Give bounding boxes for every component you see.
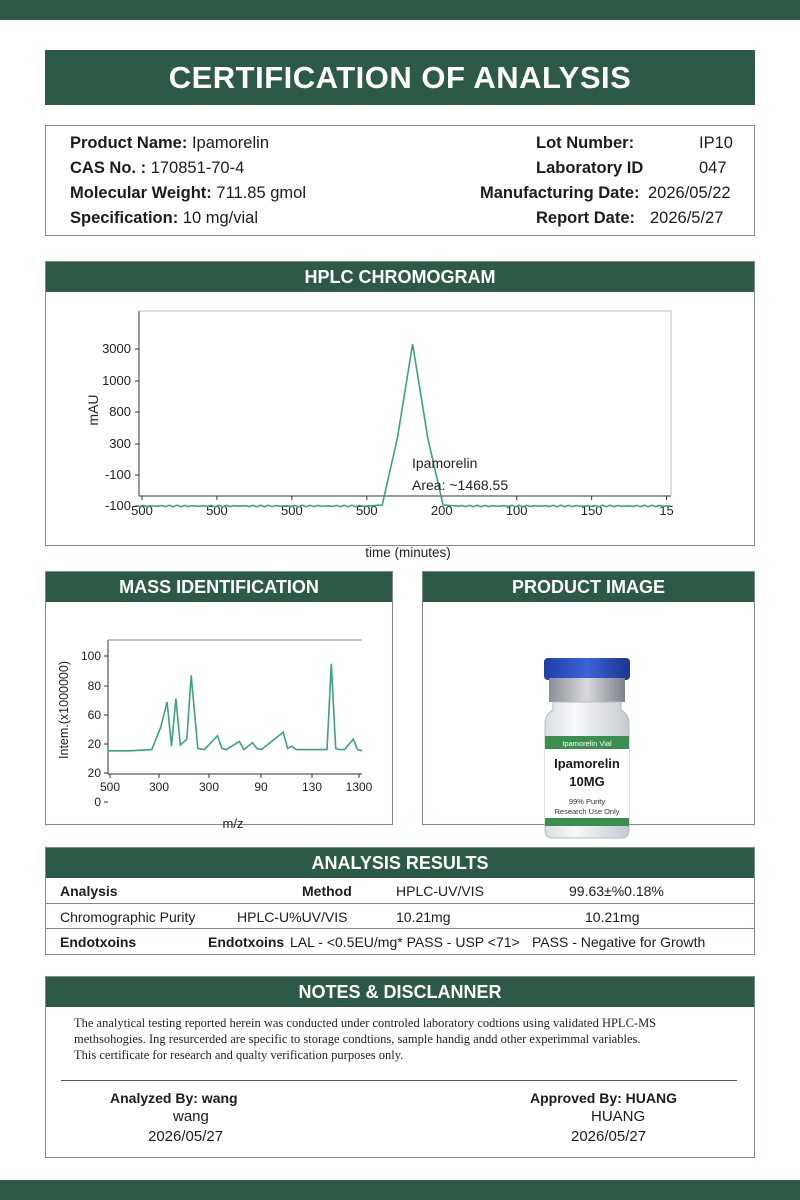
table-cell: Endotxoins — [60, 934, 137, 950]
report-date-label: Report Date: — [536, 209, 636, 227]
product-image-heading: PRODUCT IMAGE — [512, 576, 665, 597]
vial-dose-text: 10MG — [569, 774, 605, 789]
hplc-x-label: time (minutes) — [365, 545, 451, 560]
page-title: CERTIFICATION OF ANALYSIS — [168, 59, 632, 95]
vial-top-label-text: Ipamorelin Vial — [562, 739, 612, 748]
vial-label-bottom-band — [545, 818, 629, 826]
manufacturing-date-label: Manufacturing Date: — [480, 184, 640, 202]
hplc-y-tick-label: 300 — [109, 436, 131, 451]
hplc-heading: HPLC CHROMOGRAM — [304, 266, 496, 287]
analyzed-by-name: wang — [173, 1108, 209, 1125]
table-cell: Endotxoins — [208, 934, 285, 950]
hplc-x-tick-label: 100 — [505, 503, 528, 518]
top-accent-bar — [0, 0, 800, 20]
disclaimer-text — [74, 1015, 734, 1063]
hplc-section-header — [46, 262, 754, 292]
table-cell: HPLC-UV/VIS — [396, 883, 484, 899]
vial-cap — [544, 658, 630, 680]
hplc-x-tick-label: 500 — [355, 503, 378, 518]
specification-row — [70, 209, 258, 228]
vial-crimp — [549, 678, 625, 702]
mass-x-tick-label: 300 — [198, 780, 220, 794]
table-cell: 99.63±%0.18% — [569, 883, 664, 899]
table-row — [46, 928, 754, 953]
bottom-accent-bar — [0, 1180, 800, 1200]
hplc-series-line — [139, 344, 671, 507]
disclaimer-line: The analytical testing reported herein was conducted under controled laboratory codtions using validated HPLC-MS — [74, 1016, 657, 1030]
notes-heading: NOTES & DISCLANNER — [298, 981, 502, 1002]
mass-y-tick-label: 60 — [87, 708, 101, 722]
product-info-box — [45, 125, 755, 236]
hplc-x-tick-label: 500 — [281, 503, 303, 518]
mass-x-tick-label: 90 — [254, 780, 268, 794]
mass-chart — [46, 602, 392, 831]
approved-by-name: HUANG — [591, 1108, 646, 1125]
mass-x-tick-label: 500 — [99, 780, 121, 794]
mass-y-tick-label: 20 — [87, 737, 101, 751]
notes-section — [45, 976, 755, 1158]
analyzed-date: 2026/05/27 — [148, 1128, 224, 1145]
hplc-y-tick-label: -100 — [104, 498, 131, 513]
hplc-y-tick-label: 1000 — [102, 373, 131, 388]
specification-label: Specification: — [70, 209, 179, 227]
table-cell: LAL - <0.5EU/mg* PASS - USP <71> — [290, 934, 520, 950]
mass-section-header — [46, 572, 392, 602]
mass-y-tick-label: 20 — [87, 766, 101, 780]
hplc-x-tick-label: 500 — [206, 503, 228, 518]
hplc-x-tick-label: 15 — [659, 503, 674, 518]
disclaimer-line: methsohogies. Ing resurcerded are specific to storage condtions, sample handig andd other experimmal variables. — [74, 1032, 641, 1046]
table-cell: Analysis — [60, 883, 118, 899]
mass-y-tick-label: 0 — [94, 795, 101, 809]
mass-x-tick-label: 300 — [148, 780, 170, 794]
mass-y-label: Intem.(x1000000) — [57, 661, 71, 759]
title-banner — [45, 50, 755, 105]
signature-divider — [61, 1080, 737, 1081]
mass-section — [45, 571, 393, 831]
mass-x-tick-label: 1300 — [345, 780, 373, 794]
manufacturing-date-value: 2026/05/22 — [648, 184, 731, 202]
table-cell: Method — [302, 883, 352, 899]
disclaimer-line: This certificate for research and qualty verification purposes only. — [74, 1048, 404, 1062]
specification-value: 10 mg/vial — [182, 209, 258, 227]
hplc-annotation-area: Area: ~1468.55 — [412, 477, 509, 493]
table-cell: 10.21mg — [585, 909, 640, 925]
results-table — [46, 878, 754, 953]
vial-use-text: Research Use Only — [554, 807, 620, 816]
laboratory-id-value: 047 — [699, 159, 727, 177]
cas-label: CAS No. : — [70, 159, 147, 177]
approved-date: 2026/05/27 — [571, 1128, 647, 1145]
analysis-results-header — [46, 848, 754, 878]
notes-section-header — [46, 977, 754, 1007]
hplc-y-label: mAU — [85, 394, 101, 426]
hplc-x-tick-label: 150 — [580, 503, 603, 518]
hplc-x-tick-label: 200 — [430, 503, 453, 518]
mass-heading: MASS IDENTIFICATION — [119, 576, 319, 597]
hplc-chart — [46, 292, 754, 560]
molecular-weight-row — [70, 184, 306, 203]
hplc-section — [45, 261, 755, 560]
product-name-label: Product Name: — [70, 134, 188, 152]
cas-value: 170851-70-4 — [150, 159, 245, 177]
analysis-results-section — [45, 847, 755, 955]
product-name-row — [70, 134, 269, 153]
lot-number-label: Lot Number: — [536, 134, 635, 152]
mass-series-line — [108, 664, 362, 751]
analyzed-by-label: Analyzed By: wang — [110, 1090, 238, 1106]
mass-x-tick-label: 130 — [301, 780, 323, 794]
approved-by-label: Approved By: HUANG — [530, 1090, 678, 1106]
molecular-weight-label: Molecular Weight: — [70, 184, 212, 202]
lot-number-value: IP10 — [699, 134, 733, 152]
table-cell: PASS - Negative for Growth — [532, 934, 706, 950]
mass-y-tick-label: 80 — [87, 679, 101, 693]
cas-row — [70, 159, 244, 178]
product-image-section-header — [423, 572, 754, 602]
hplc-annotation-name: Ipamorelin — [412, 455, 478, 471]
hplc-y-tick-label: -100 — [104, 467, 131, 482]
product-image-section — [422, 571, 755, 825]
vial-name-text: Ipamorelin — [554, 756, 620, 771]
product-name-value: Ipamorelin — [191, 134, 269, 152]
report-date-value: 2026/5/27 — [650, 209, 724, 227]
analysis-results-heading: ANALYSIS RESULTS — [311, 852, 489, 873]
laboratory-id-label: Laboratory ID — [536, 159, 644, 177]
hplc-y-tick-label: 800 — [109, 404, 131, 419]
table-cell: HPLC-U%UV/VIS — [237, 909, 348, 925]
vial-purity-text: 99% Purity — [568, 797, 606, 806]
table-cell: Chromographic Purity — [60, 909, 196, 925]
hplc-x-tick-label: 500 — [131, 503, 153, 518]
table-row — [46, 903, 754, 928]
molecular-weight-value: 711.85 gmol — [216, 184, 306, 202]
table-cell: 10.21mg — [396, 909, 451, 925]
product-vial-image — [423, 602, 754, 824]
mass-y-tick-label: 100 — [80, 649, 101, 663]
mass-x-label: m/z — [222, 816, 244, 831]
table-row — [46, 878, 754, 903]
hplc-y-tick-label: 3000 — [102, 341, 131, 356]
